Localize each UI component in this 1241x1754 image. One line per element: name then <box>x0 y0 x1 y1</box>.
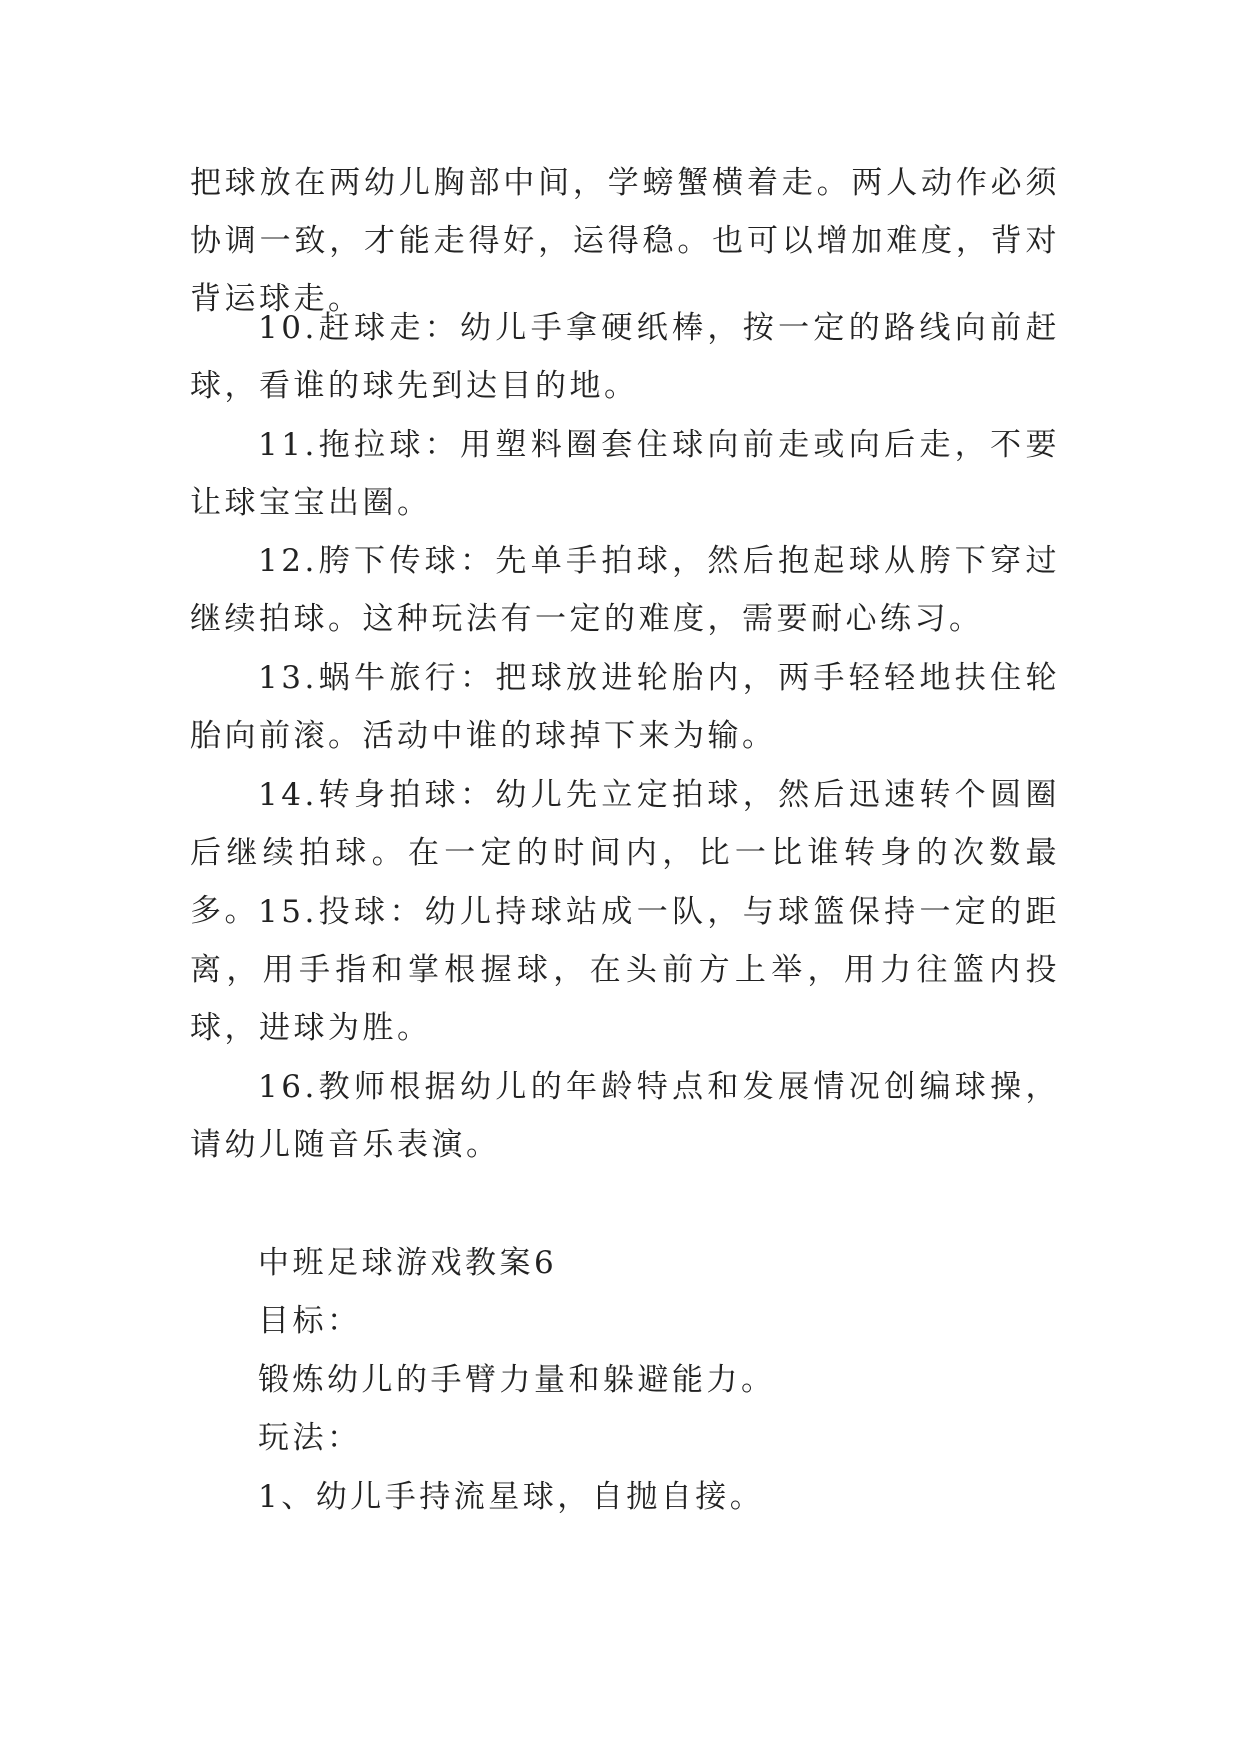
paragraph-item-14: 14.转身拍球：幼儿先立定拍球，然后迅速转个圆圈后继续拍球。在一定的时间内，比一比谁转身的次数最多。 <box>190 777 1060 929</box>
paragraph-item-10: 10.赶球走：幼儿手拿硬纸棒，按一定的路线向前赶球，看谁的球先到达目的地。 <box>190 310 1060 404</box>
section-title: 中班足球游戏教案6 <box>258 1245 558 1281</box>
paragraph-crab-walk: 把球放在两幼儿胸部中间，学螃蟹横着走。两人动作必须协调一致，才能走得好，运得稳。也可以增加难度，背对背运球走。 <box>190 165 1060 317</box>
paragraph-item-11: 11.拖拉球：用塑料圈套住球向前走或向后走，不要让球宝宝出圈。 <box>190 427 1060 521</box>
goal-text: 锻炼幼儿的手臂力量和躲避能力。 <box>258 1362 776 1398</box>
method-step-1: 1、幼儿手持流星球，自抛自接。 <box>258 1479 765 1515</box>
goal-label: 目标： <box>258 1303 362 1339</box>
paragraph-item-16: 16.教师根据幼儿的年龄特点和发展情况创编球操，请幼儿随音乐表演。 <box>190 1069 1060 1163</box>
method-label: 玩法： <box>258 1420 362 1456</box>
paragraph-item-15: 15.投球：幼儿持球站成一队，与球篮保持一定的距离，用手指和掌根握球，在头前方上举，用力往篮内投球，进球为胜。 <box>190 894 1060 1046</box>
paragraph-item-13: 13.蜗牛旅行：把球放进轮胎内，两手轻轻地扶住轮胎向前滚。活动中谁的球掉下来为输。 <box>190 660 1060 754</box>
paragraph-item-12: 12.胯下传球：先单手拍球，然后抱起球从胯下穿过继续拍球。这种玩法有一定的难度，需要耐心练习。 <box>190 543 1060 637</box>
